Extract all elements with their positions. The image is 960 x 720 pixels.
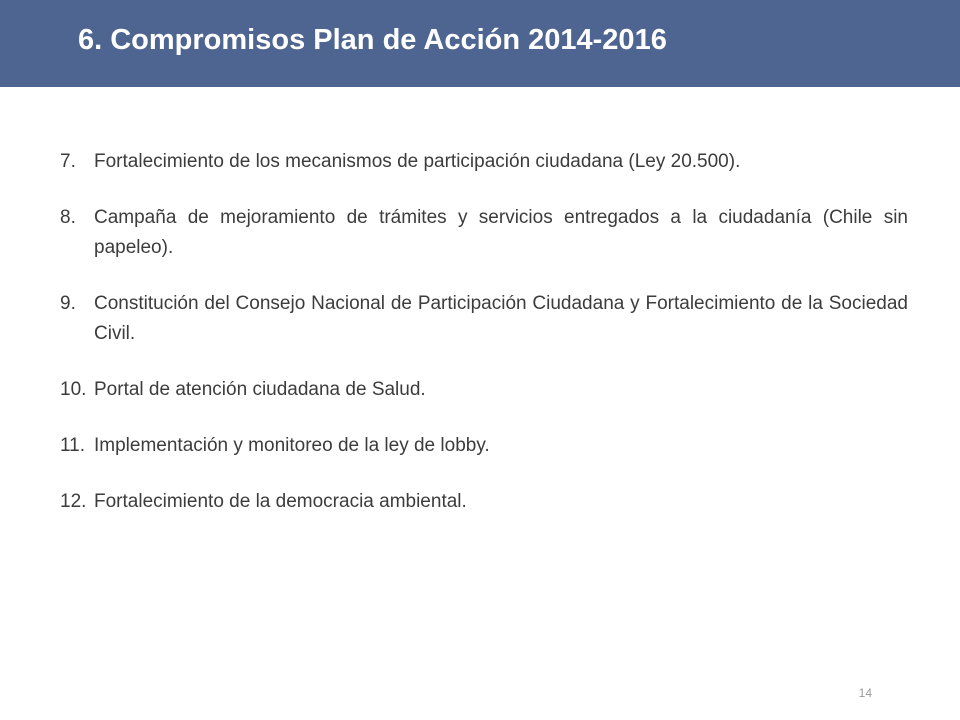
item-text: Fortalecimiento de la democracia ambiental. [94, 491, 467, 512]
list-item [60, 147, 908, 177]
slide-title: 6. Compromisos Plan de Acción 2014-2016 [78, 24, 667, 56]
item-text: Portal de atención ciudadana de Salud. [94, 379, 426, 400]
list-item [60, 431, 908, 461]
item-text: Implementación y monitoreo de la ley de lobby. [94, 435, 490, 456]
list-item [60, 289, 908, 349]
list-item [60, 375, 908, 405]
item-number: 10. [60, 379, 87, 400]
list-item [60, 203, 908, 263]
item-number: 7. [60, 151, 76, 172]
item-number: 12. [60, 491, 87, 512]
item-text: Constitución del Consejo Nacional de Participación Ciudadana y Fortalecimiento de la Sociedad Civil. [94, 293, 908, 344]
item-text: Fortalecimiento de los mecanismos de participación ciudadana (Ley 20.500). [94, 151, 741, 172]
item-number: 11. [60, 435, 86, 456]
list-item [60, 487, 908, 517]
item-number: 8. [60, 207, 76, 228]
header-bar [0, 0, 960, 87]
page-number: 14 [858, 686, 872, 700]
commitment-list [60, 147, 908, 543]
item-text: Campaña de mejoramiento de trámites y servicios entregados a la ciudadanía (Chile sin papeleo). [94, 207, 908, 258]
item-number: 9. [60, 293, 76, 314]
